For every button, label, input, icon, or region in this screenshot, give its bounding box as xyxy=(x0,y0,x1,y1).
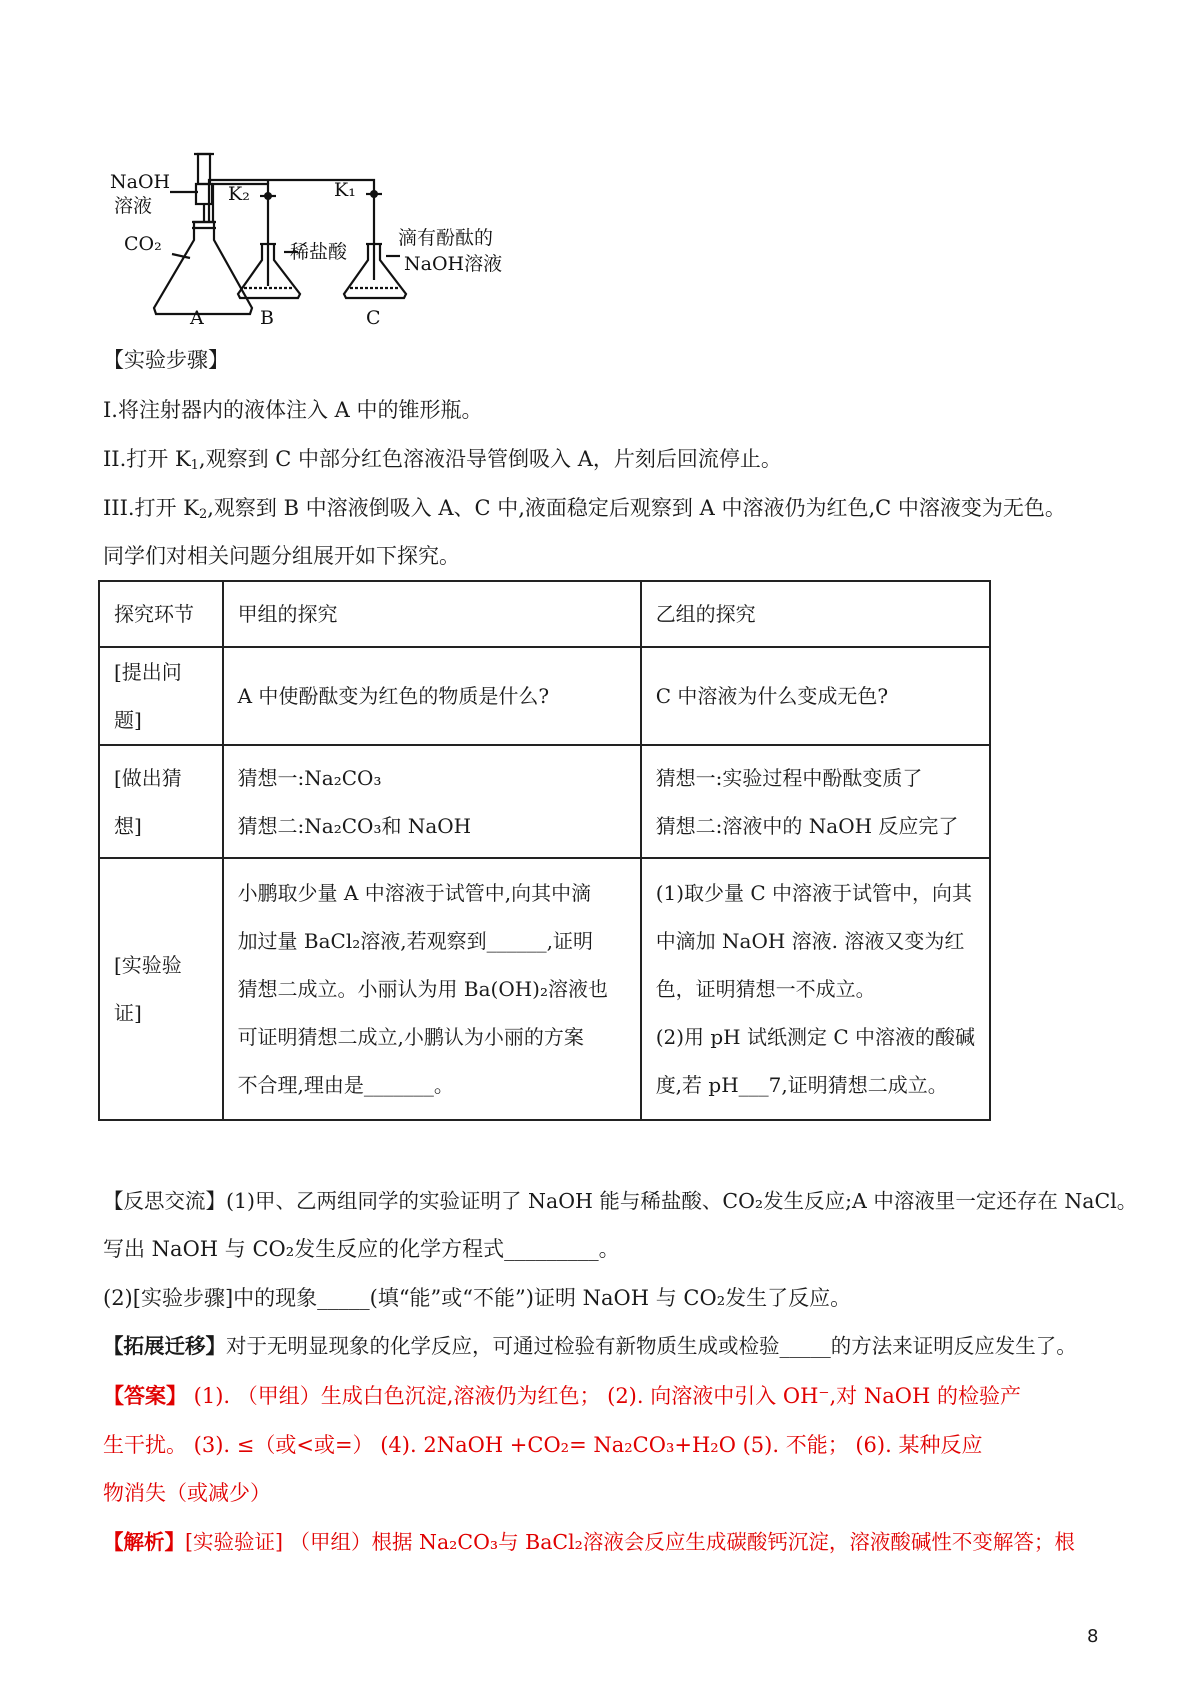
table-header-stage: 探究环节 xyxy=(99,581,223,647)
answer-line-3: 物消失（或减少） xyxy=(103,1481,271,1505)
inquiry-table xyxy=(98,580,991,1121)
naoh-solution-label: 溶液 xyxy=(114,195,153,217)
step-1: I.将注射器内的液体注入 A 中的锥形瓶。 xyxy=(103,398,483,422)
analysis-line-1: 【解析】[实验验证] （甲组）根据 Na₂CO₃与 BaCl₂溶液会反应生成碳酸钙沉淀，溶液酸碱性不变解答；根 xyxy=(103,1530,1075,1554)
phenolphthalein-label: 滴有酚酞的 xyxy=(398,227,494,249)
row-label-hypothesis: [做出猜想] xyxy=(99,745,223,858)
answer-line-2: 生干扰。 (3). ≤（或<或=） (4). 2NaOH +CO₂= Na₂CO₃+H₂O (5). 不能； (6). 某种反应 xyxy=(103,1433,983,1457)
steps-heading: 【实验步骤】 xyxy=(103,348,229,372)
flask-a-label: A xyxy=(190,307,204,329)
row-label-question: [提出问题] xyxy=(99,647,223,745)
row-label-verification: [实验验证] xyxy=(99,858,223,1120)
table-row xyxy=(99,745,990,858)
k2-label: K₂ xyxy=(228,183,250,205)
answer-tag: 【答案】 xyxy=(103,1383,187,1408)
inquiry-intro: 同学们对相关问题分组展开如下探究。 xyxy=(103,544,460,568)
naoh-label: NaOH xyxy=(110,171,171,193)
k1-label: K₁ xyxy=(334,179,356,201)
cell-yi-hypothesis: 猜想一:实验过程中酚酞变质了 猜想二:溶液中的 NaOH 反应完了 xyxy=(641,745,990,858)
answer-line-1: 【答案】 (1). （甲组）生成白色沉淀,溶液仍为红色； (2). 向溶液中引入 OH⁻,对 NaOH 的检验产 xyxy=(103,1383,1021,1408)
apparatus-diagram xyxy=(110,148,550,330)
table-row xyxy=(99,581,990,647)
dilute-hcl-label: 稀盐酸 xyxy=(290,241,348,263)
cell-yi-question: C 中溶液为什么变成无色? xyxy=(641,647,990,745)
table-header-group-jia: 甲组的探究 xyxy=(223,581,641,647)
reflection-line-3: (2)[实验步骤]中的现象_____(填“能”或“不能”)证明 NaOH 与 CO₂发生了反应。 xyxy=(103,1286,852,1310)
c-solution-label: NaOH溶液 xyxy=(404,253,503,275)
cell-jia-question: A 中使酚酞变为红色的物质是什么? xyxy=(223,647,641,745)
flask-c-label: C xyxy=(366,307,381,329)
co2-label: CO₂ xyxy=(124,233,162,255)
cell-jia-verification: 小鹏取少量 A 中溶液于试管中,向其中滴 加过量 BaCl₂溶液,若观察到______,证明 猜想二成立。小丽认为用 Ba(OH)₂溶液也 可证明猜想二成立,小鹏认为小丽的方案 不合理,理由是_______。 xyxy=(223,858,641,1120)
flask-b-label: B xyxy=(260,307,274,329)
page-number: 8 xyxy=(1087,1626,1099,1647)
analysis-tag: 【解析】 xyxy=(103,1530,185,1554)
table-row xyxy=(99,647,990,745)
table-row xyxy=(99,858,990,1120)
step-2: II.打开 $K_1$,观察到 C 中部分红色溶液沿导管倒吸入 A，片刻后回流停止。 xyxy=(103,447,782,473)
step-3: III.打开 $K_2$,观察到 B 中溶液倒吸入 A、C 中,液面稳定后观察到 A 中溶液仍为红色,C 中溶液变为无色。 xyxy=(103,496,1066,522)
table-header-group-yi: 乙组的探究 xyxy=(641,581,990,647)
extension-line: 【拓展迁移】对于无明显现象的化学反应，可通过检验有新物质生成或检验_____的方法来证明反应发生了。 xyxy=(103,1334,1077,1358)
cell-yi-verification: (1)取少量 C 中溶液于试管中，向其 中滴加 NaOH 溶液. 溶液又变为红 色，证明猜想一不成立。 (2)用 pH 试纸测定 C 中溶液的酸碱 度,若 pH___7,证明猜想二成立。 xyxy=(641,858,990,1120)
reflection-line-2: 写出 NaOH 与 CO₂发生反应的化学方程式_________。 xyxy=(103,1237,620,1261)
reflection-line-1: 【反思交流】(1)甲、乙两组同学的实验证明了 NaOH 能与稀盐酸、CO₂发生反应;A 中溶液里一定还存在 NaCl。 xyxy=(103,1189,1138,1213)
cell-jia-hypothesis: 猜想一:Na₂CO₃ 猜想二:Na₂CO₃和 NaOH xyxy=(223,745,641,858)
